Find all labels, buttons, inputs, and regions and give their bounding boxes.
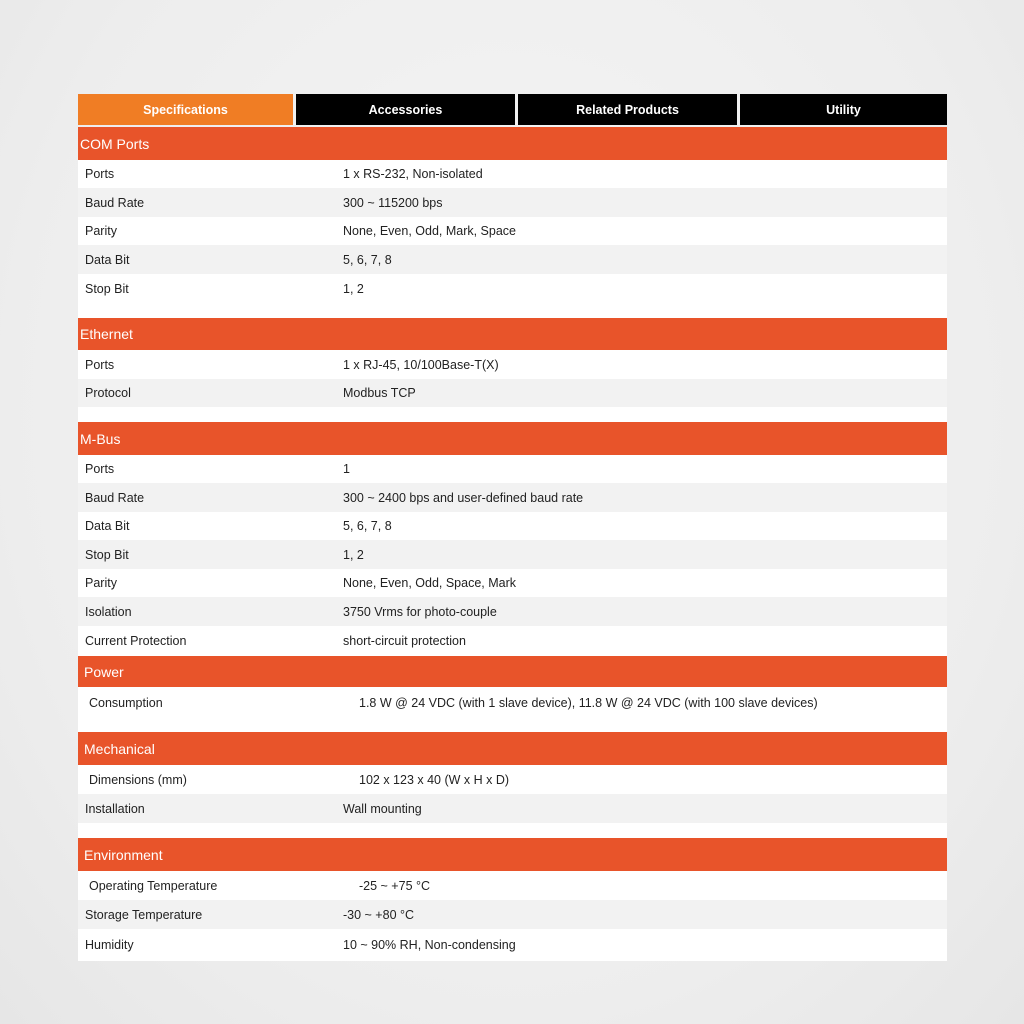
spec-panel [78, 94, 947, 961]
spec-row [78, 929, 947, 961]
spec-value: 1, 2 [343, 547, 364, 562]
spec-value: 1.8 W @ 24 VDC (with 1 slave device), 11.8 W @ 24 VDC (with 100 slave devices) [359, 695, 818, 710]
spec-value: Modbus TCP [343, 386, 416, 400]
spec-value: 1, 2 [343, 281, 364, 296]
spec-key: Ports [85, 357, 115, 372]
spec-key: Operating Temperature [89, 878, 218, 893]
spec-row [78, 483, 947, 512]
spec-row [78, 687, 947, 718]
spec-key: Baud Rate [85, 490, 145, 505]
section-header-m-bus: M-Bus [78, 422, 947, 455]
spec-key: Stop Bit [85, 547, 129, 562]
section-header-environment: Environment [78, 838, 947, 871]
tab-accessories[interactable]: Accessories [296, 94, 515, 125]
spec-row [78, 540, 947, 569]
spec-row [78, 350, 947, 379]
spec-value: 102 x 123 x 40 (W x H x D) [359, 772, 510, 787]
spec-row [78, 871, 947, 900]
section-header-mechanical: Mechanical [78, 732, 947, 765]
spec-key: Humidity [85, 938, 134, 952]
spec-key: Isolation [85, 604, 132, 619]
spec-key: Storage Temperature [85, 907, 203, 922]
spec-row [78, 455, 947, 483]
spec-key: Dimensions (mm) [89, 772, 187, 787]
spec-key: Consumption [89, 695, 163, 710]
spec-key: Stop Bit [85, 281, 129, 296]
spec-key: Parity [85, 224, 117, 238]
tab-utility[interactable]: Utility [740, 94, 947, 125]
section-spacer [78, 718, 947, 732]
section-header-com-ports: COM Ports [78, 127, 947, 160]
spec-value: 1 x RS-232, Non-isolated [343, 167, 483, 181]
section-header-ethernet: Ethernet [78, 318, 947, 350]
tab-related-products[interactable]: Related Products [518, 94, 737, 125]
spec-value: 10 ~ 90% RH, Non-condensing [343, 938, 516, 952]
spec-row [78, 626, 947, 656]
section-spacer [78, 407, 947, 422]
spec-row [78, 160, 947, 188]
spec-value: 1 x RJ-45, 10/100Base-T(X) [343, 357, 499, 372]
tab-specifications[interactable]: Specifications [78, 94, 293, 125]
section-spacer [78, 823, 947, 838]
spec-value: -30 ~ +80 °C [343, 907, 415, 922]
spec-row [78, 217, 947, 245]
spec-key: Data Bit [85, 252, 130, 267]
spec-key: Protocol [85, 386, 131, 400]
spec-value: 5, 6, 7, 8 [343, 519, 392, 533]
spec-key: Installation [85, 801, 145, 816]
spec-row [78, 379, 947, 407]
tab-bar [78, 94, 947, 125]
spec-row [78, 274, 947, 303]
spec-value: None, Even, Odd, Space, Mark [343, 576, 517, 590]
spec-value: None, Even, Odd, Mark, Space [343, 224, 517, 238]
spec-key: Data Bit [85, 519, 130, 533]
spec-row [78, 765, 947, 794]
spec-row [78, 569, 947, 597]
spec-row [78, 794, 947, 823]
spec-key: Ports [85, 462, 115, 476]
spec-row [78, 512, 947, 540]
spec-key: Current Protection [85, 634, 187, 648]
section-spacer [78, 303, 947, 318]
spec-key: Parity [85, 576, 117, 590]
section-header-power: Power [78, 656, 947, 687]
spec-row [78, 597, 947, 626]
spec-table [78, 127, 947, 961]
spec-value: 300 ~ 115200 bps [343, 195, 443, 210]
spec-value: Wall mounting [343, 801, 422, 816]
spec-value: 3750 Vrms for photo-couple [343, 604, 497, 619]
spec-value: short-circuit protection [343, 634, 466, 648]
spec-row [78, 245, 947, 274]
spec-value: -25 ~ +75 °C [359, 878, 431, 893]
spec-value: 300 ~ 2400 bps and user-defined baud rate [343, 490, 584, 505]
spec-value: 5, 6, 7, 8 [343, 252, 392, 267]
spec-value: 1 [343, 462, 350, 476]
spec-row [78, 900, 947, 929]
spec-key: Ports [85, 167, 115, 181]
spec-row [78, 188, 947, 217]
spec-key: Baud Rate [85, 195, 145, 210]
